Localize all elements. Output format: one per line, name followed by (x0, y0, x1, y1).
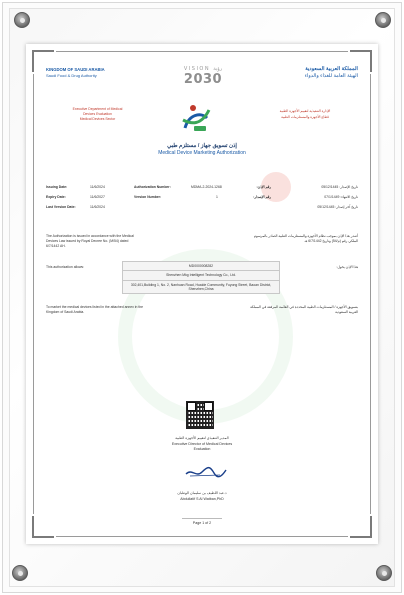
expiry-date-label: Expiry Date: (46, 195, 66, 199)
screw-top-left-icon (14, 12, 30, 28)
auth-number-label: Authorization Number: (134, 185, 171, 189)
border-corner (32, 516, 54, 538)
dept-en-2: Devices Evaluation (83, 112, 112, 116)
issuing-date-label: Issuing Date: (46, 185, 68, 189)
device-table (122, 261, 280, 294)
screw-top-right-icon (375, 12, 391, 28)
vision-2030-logo (172, 66, 234, 87)
ksa-en: KINGDOM OF SAUDI ARABIA (46, 67, 105, 72)
auth-number-ar-label: رقم الإذن: (256, 185, 271, 189)
issuing-date-value: 11/6/2024 (90, 185, 105, 189)
screw-bottom-right-icon (376, 565, 392, 581)
ksa-ar: المملكة العربية السعودية (305, 66, 358, 72)
table-cell: Shenzhen Mkg Intelligent Technology Co., Ltd. (123, 271, 280, 280)
dept-ar-1: الإدارة التنفيذية لتقييم الأجهزة الطبية (279, 109, 331, 113)
border-corner (350, 516, 372, 538)
dept-en-3: Medical Devices Sector (79, 117, 116, 121)
vision-year: 2030 (183, 72, 223, 87)
version-ar-label: رقم الإصدار: (253, 195, 271, 199)
sfda-ar: الهيئة العامة للغذاء والدواء (304, 73, 358, 79)
signatory-name-ar: د.عبد اللطيف بن سليمان الوطبان (177, 491, 227, 495)
allows-ar: هذا الإذن يخول: (336, 265, 358, 269)
market-ar: بتسويق الأجهزة / المستلزمات الطبية المحددة في القائمة المرفقة في المملكة العربية السعودية (250, 305, 358, 315)
border-line (56, 536, 348, 537)
version-value: 1 (216, 195, 218, 199)
signatory-name-en: Abdullatif S Al Watban,PhD (180, 497, 224, 501)
table-cell: MD0000008282 (123, 262, 280, 271)
table-row (123, 271, 280, 280)
last-version-value: 11/6/2024 (90, 205, 105, 209)
border-line (56, 51, 348, 52)
signature-icon (184, 464, 228, 480)
certificate-page (26, 44, 378, 544)
version-label: Version Number: (134, 195, 162, 199)
qr-code-icon (186, 401, 214, 429)
last-version-label: Last Version Date: (46, 205, 76, 209)
issued-ar: أصدر هذا الإذن بموجب نظام الأجهزة والمستلزمات الطبية الصادر بالمرسوم الملكي رقم (م/54) وتاريخ 6/7/1442 هـ (253, 234, 358, 244)
footer-divider (182, 518, 222, 519)
market-en: To market the medical devices listed in the attached annex in the Kingdom of Saudi Arabia. (46, 305, 144, 315)
issuing-date-ar: تاريخ الإصدار: 05/12/1445 (321, 185, 358, 189)
screw-bottom-left-icon (12, 565, 28, 581)
title-en: Medical Device Marketing Authorization (158, 150, 246, 156)
sfda-en: Saudi Food & Drug Authority (46, 73, 97, 78)
sfda-logo-icon (179, 102, 213, 136)
expiry-date-value: 11/6/2027 (90, 195, 105, 199)
page-number: Page 1 of 2 (192, 521, 212, 525)
last-version-ar: تاريخ آخر إصدار: 05/12/1445 (317, 205, 358, 209)
table-row (123, 262, 280, 271)
issued-en: The Authorization is issued in accordance with the Medical Devices Law issued by Royal Decree No. (M/54) dated 6/7/1442 AH. (46, 234, 134, 249)
dept-ar-2: قطاع الأجهزة والمستلزمات الطبية (281, 115, 329, 119)
dept-en-1: Executive Department of Medical (72, 107, 123, 111)
auth-number-value: MDMA-2-2024-1268 (191, 185, 222, 189)
title-ar: إذن تسويق جهاز / مستلزم طبي (167, 143, 237, 149)
signatory-title-en-2: Evaluation (193, 447, 211, 451)
signatory-title-ar: المدير التنفيذي لتقييم الأجهزة الطبية (175, 436, 229, 440)
table-cell: 302,401,Building 1, No. 2, Nanhuan Road, Huaide Community, Fuyong Street, Baoan District, Shenzhen,China (123, 280, 280, 294)
table-row (123, 280, 280, 294)
allows-en: This authorization allows: (46, 265, 85, 269)
expiry-date-ar: تاريخ الانتهاء: 07/1/1449 (324, 195, 358, 199)
signatory-title-en-1: Executive Director of Medical Devices (171, 442, 233, 446)
vision-word: VISION رؤية (183, 66, 223, 72)
